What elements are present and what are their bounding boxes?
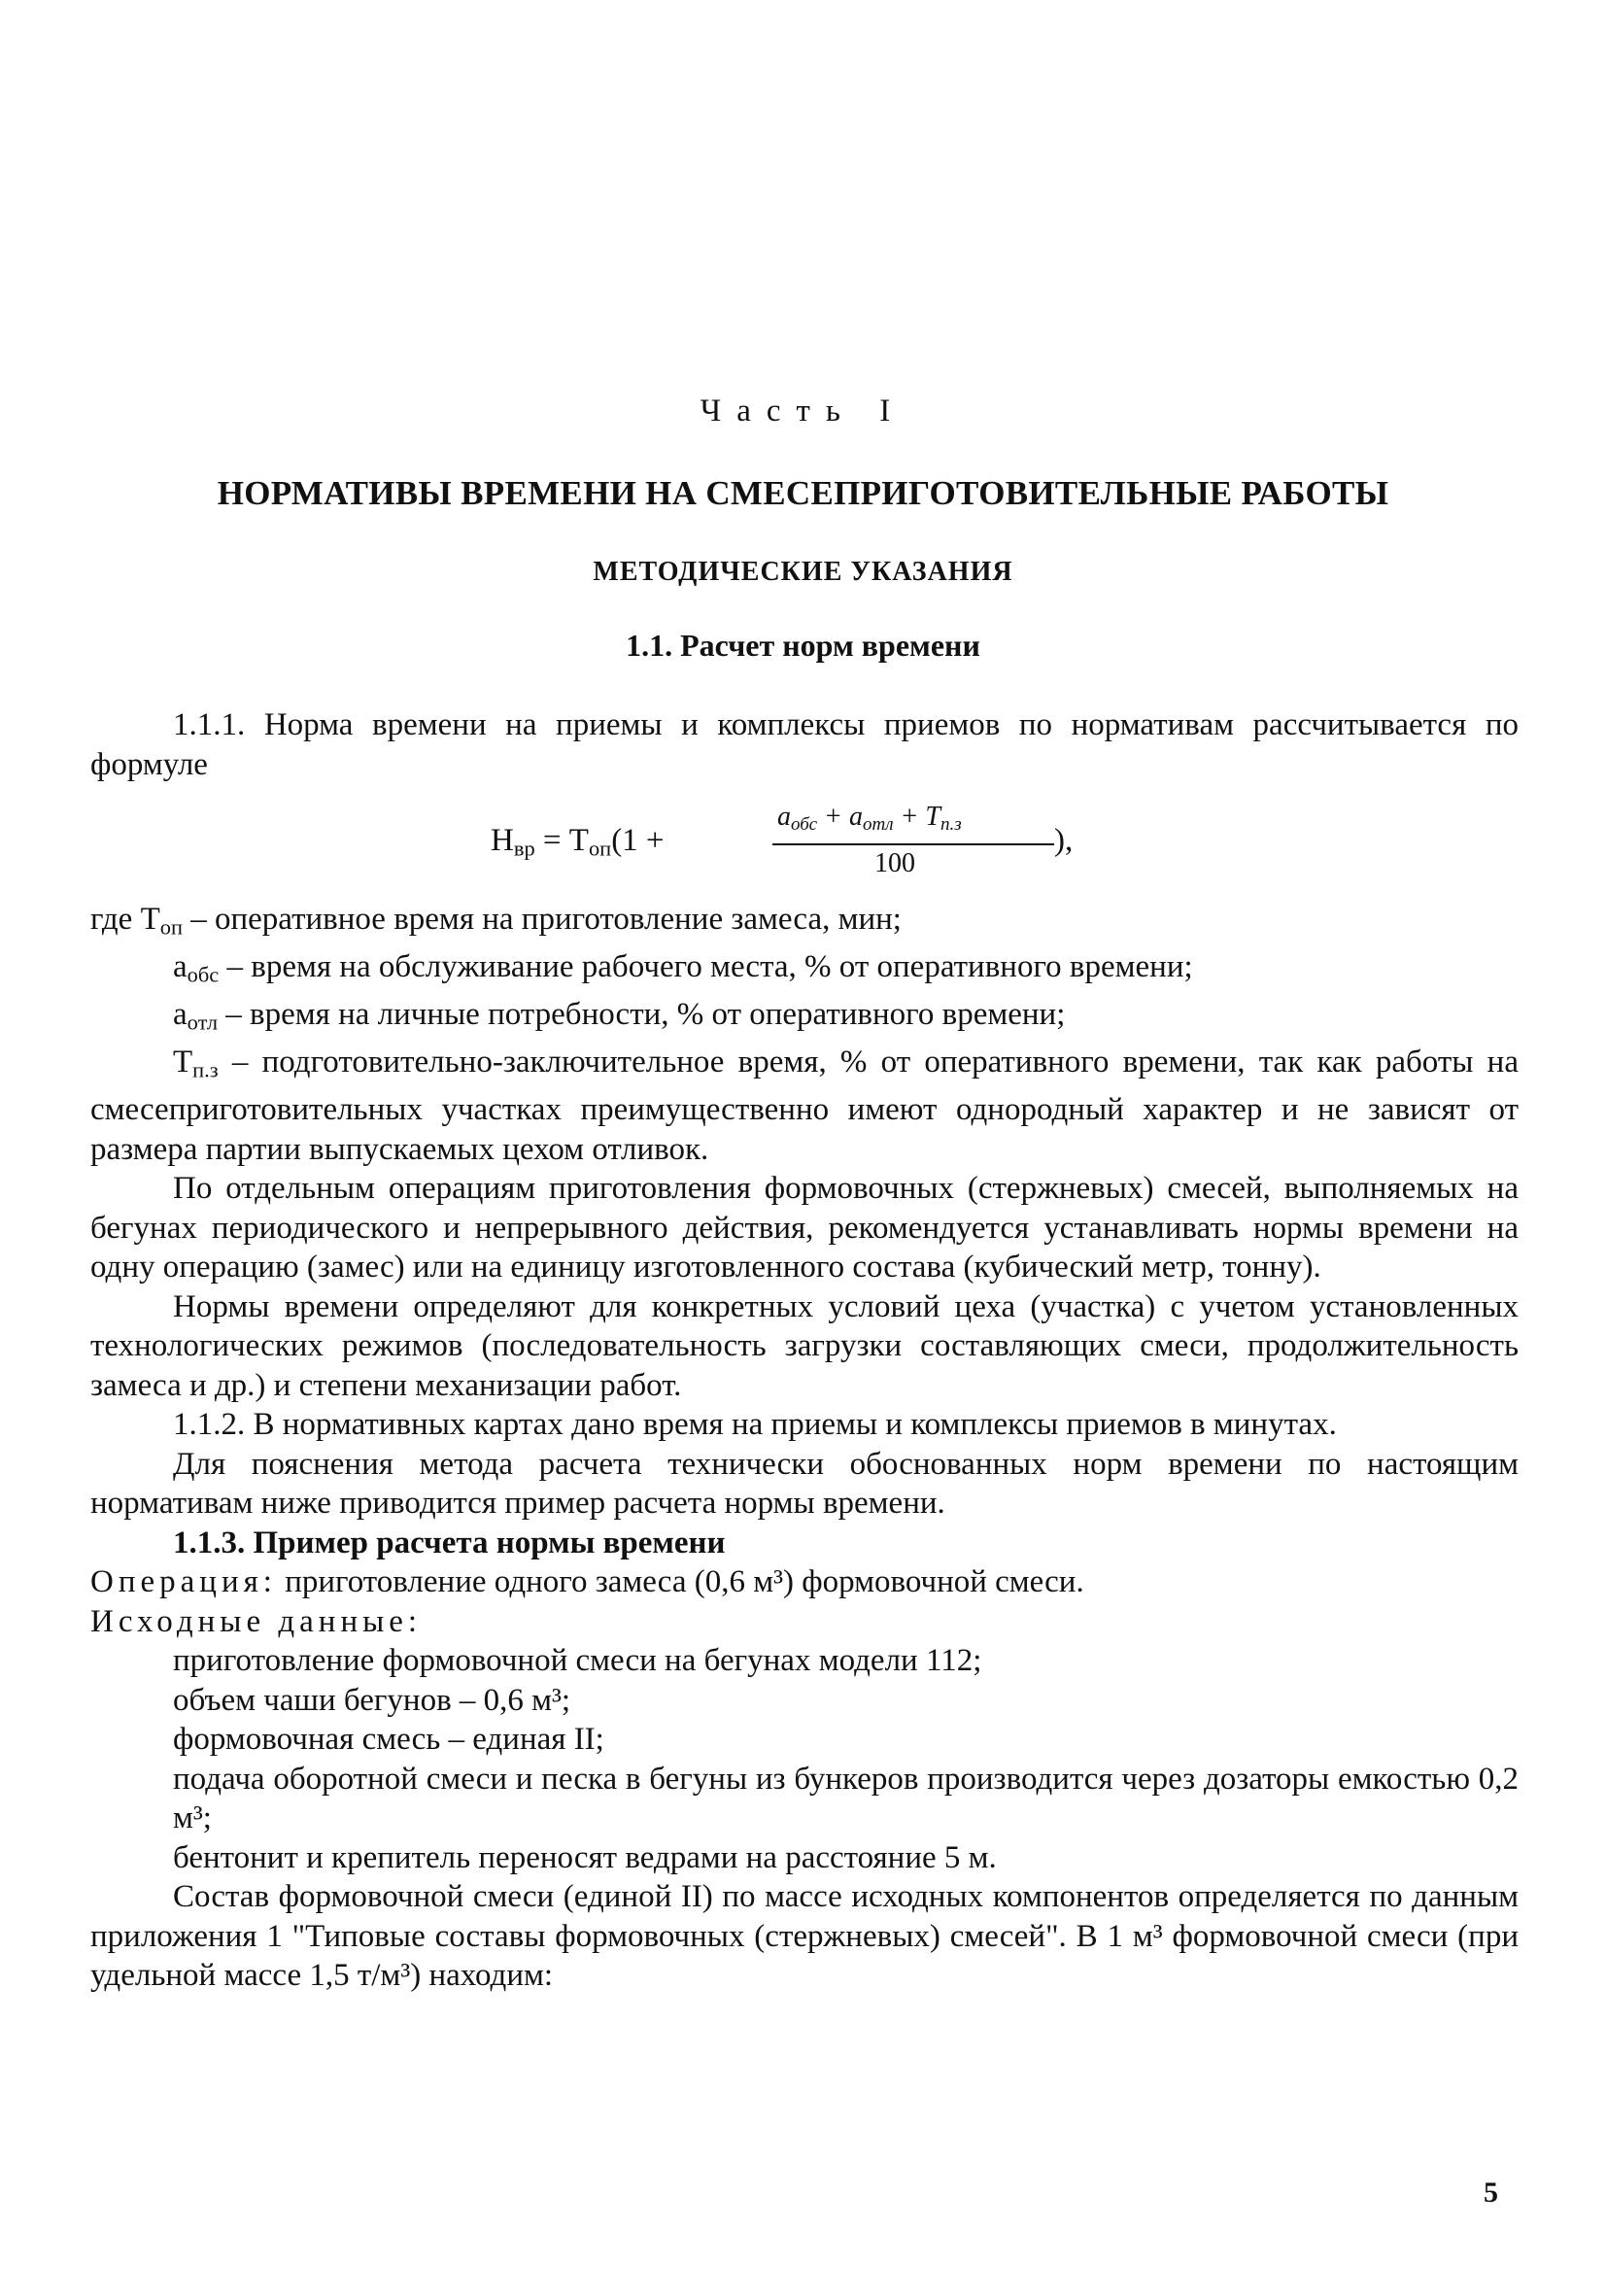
- def-aotl: $a_{отл}$ – время на личные потребности, % от оперативного времени;: [173, 997, 1066, 1035]
- definitions-and-body: [90, 900, 1519, 1996]
- main-title: НОРМАТИВЫ ВРЕМЕНИ НА СМЕСЕПРИГОТОВИТЕЛЬНЫЕ РАБОТЫ: [217, 474, 1389, 512]
- paragraph-composition: Состав формовочной смеси (единой II) по массе исходных компонентов определяется по данным приложения 1 "Типовые составы формовочных (стержневых) смесей". В 1 м³ формовочной смеси (при удельной массе 1,5 т/м³) находим:: [90, 1879, 1519, 1994]
- part-title: Часть I: [700, 394, 906, 428]
- paragraph-operations: По отдельным операциям приготовления формовочных (стержневых) смесей, выполняемых на бегунах периодического и непрерывного действия, рекомендуется устанавливать нормы времени на одну операцию (замес) или на единицу изготовленного состава (кубический метр, тонну).: [90, 1171, 1519, 1285]
- paragraph-1-1-1: [90, 705, 1519, 784]
- initial-item-3: формовочная смесь – единая II;: [173, 1722, 604, 1758]
- formula-close: ),: [1054, 823, 1074, 858]
- paragraph-norms: Нормы времени определяют для конкретных условий цеха (участка) с учетом установленных технологических режимов (последовательность загрузки составляющих смеси, продолжительность замеса и др.) и степени механизации работ.: [90, 1288, 1519, 1403]
- paragraph-1-1-2: 1.1.2. В нормативных картах дано время на приемы и комплексы приемов в минутах.: [173, 1407, 1337, 1443]
- formula-denominator: 100: [874, 848, 915, 878]
- def-tpz: $Т_{п.з}$ – подготовительно-заключительное время, % от оперативного времени, так как работы на смесеприготовительных участках преимущественно имеют однородный характер и не зависят от размера партии выпускаемых цехом отливок.: [90, 1045, 1519, 1167]
- initial-item-2: объем чаши бегунов – 0,6 м³;: [173, 1682, 571, 1718]
- def-top: где $Т_{оп}$ – оперативное время на приготовление замеса, мин;: [90, 902, 902, 940]
- paragraph-1-1-3: 1.1.3. Пример расчета нормы времени: [173, 1525, 726, 1560]
- sub-title: МЕТОДИЧЕСКИЕ УКАЗАНИЯ: [593, 557, 1013, 587]
- paragraph-1-1-1-text: 1.1.1. Норма времени на приемы и комплексы приемов по нормативам рассчитывается по формуле: [90, 707, 1519, 782]
- def-aobs: $a_{обс}$ – время на обслуживание рабочего места, % от оперативного времени;: [173, 949, 1193, 987]
- initial-item-1: приготовление формовочной смеси на бегунах модели 112;: [173, 1643, 982, 1679]
- formula-fraction-bar: [772, 843, 1054, 845]
- initial-data-label: Исходные данные:: [90, 1603, 423, 1639]
- operation-label: Операция:: [90, 1564, 277, 1600]
- initial-item-4: подача оборотной смеси и песка в бегуны из бункеров производится через дозаторы емкостью 0,2 м³;: [173, 1761, 1519, 1836]
- formula-lhs: $Н_{вр} = Т_{оп}(1$ +: [491, 823, 665, 861]
- page-number: 5: [1484, 2176, 1498, 2209]
- formula: [491, 802, 1171, 889]
- formula-numerator: $a_{обс} + a_{отл} + Т_{п.з}$: [777, 802, 962, 835]
- operation-text: приготовление одного замеса (0,6 м³) формовочной смеси.: [276, 1564, 1084, 1600]
- paragraph-explain: Для пояснения метода расчета технически обоснованных норм времени по настоящим нормативам ниже приводится пример расчета нормы времени.: [90, 1446, 1519, 1522]
- section-title: 1.1. Расчет норм времени: [626, 628, 980, 663]
- initial-item-5: бентонит и крепитель переносят ведрами на расстояние 5 м.: [173, 1839, 997, 1875]
- operation-line: [90, 1562, 1519, 1602]
